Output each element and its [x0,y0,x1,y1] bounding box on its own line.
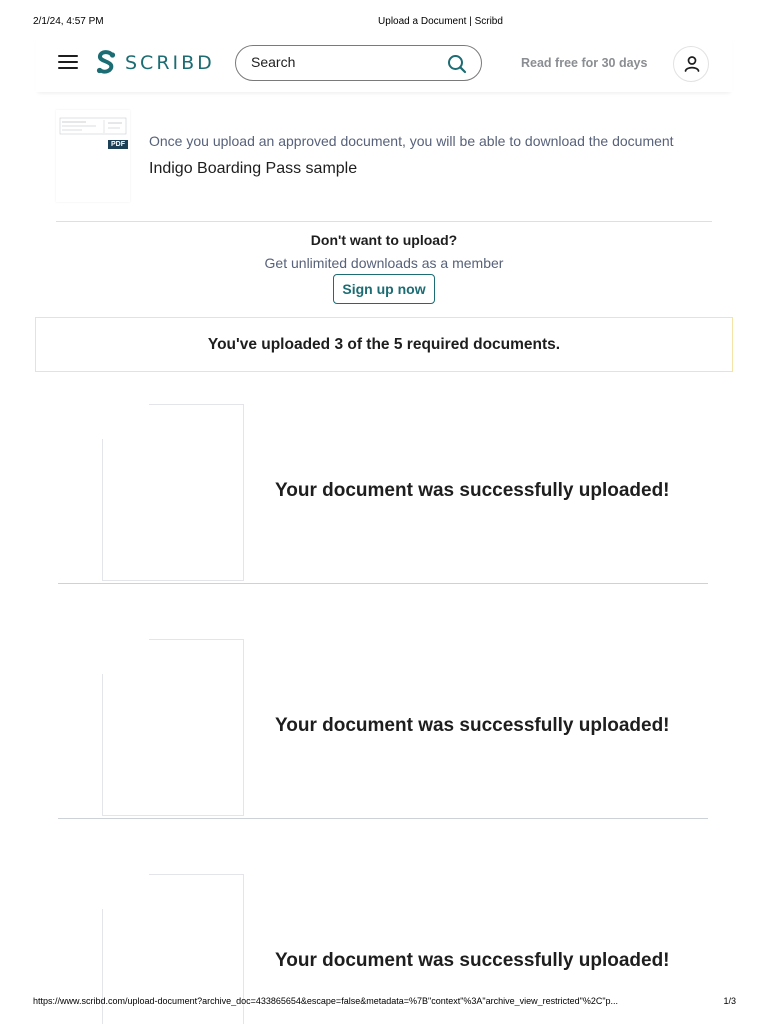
document-thumbnail [56,110,130,202]
boarding-pass-preview [56,110,130,138]
upload-progress-text: You've uploaded 3 of the 5 required documents. [207,335,561,353]
uploaded-document-card [58,619,708,819]
logo-text: SCRIBD [125,52,215,74]
document-name[interactable]: Indigo Boarding Pass sample [149,160,358,177]
print-page-number: 1/3 [723,996,736,1006]
user-icon [683,55,701,73]
upload-success-message: Your document was successfully uploaded! [275,715,670,736]
print-header [0,16,768,30]
upload-success-message: Your document was successfully uploaded! [275,950,670,971]
top-navigation-bar [36,36,732,92]
upload-success-message: Your document was successfully uploaded! [275,480,670,501]
search-box[interactable] [235,45,482,81]
read-free-link[interactable]: Read free for 30 days [521,56,648,70]
print-url: https://www.scribd.com/upload-document?archive_doc=433865654&escape=false&metadata=%7B"context"%3A"archive_view_restricted"%2C"p... [33,996,619,1006]
search-input[interactable] [251,54,431,70]
signup-question: Don't want to upload? [310,232,458,248]
uploaded-document-card [58,384,708,584]
hamburger-menu-icon[interactable] [58,55,78,69]
signup-section [0,232,768,304]
signup-subtext: Get unlimited downloads as a member [264,255,504,271]
account-button[interactable] [673,46,709,82]
uploaded-document-thumbnail [102,404,244,581]
sign-up-button[interactable]: Sign up now [333,274,434,304]
search-icon[interactable] [447,54,467,74]
print-date: 2/1/24, 4:57 PM [33,16,104,27]
scribd-logo-icon [95,50,117,76]
pdf-badge: PDF [108,140,128,149]
upload-progress-banner [35,317,733,372]
uploaded-document-thumbnail [102,639,244,816]
scribd-logo[interactable] [95,49,215,77]
print-title: Upload a Document | Scribd [378,16,503,27]
pending-document-row [56,108,712,222]
download-note: Once you upload an approved document, you will be able to download the document [149,133,674,149]
print-footer [0,996,768,1010]
